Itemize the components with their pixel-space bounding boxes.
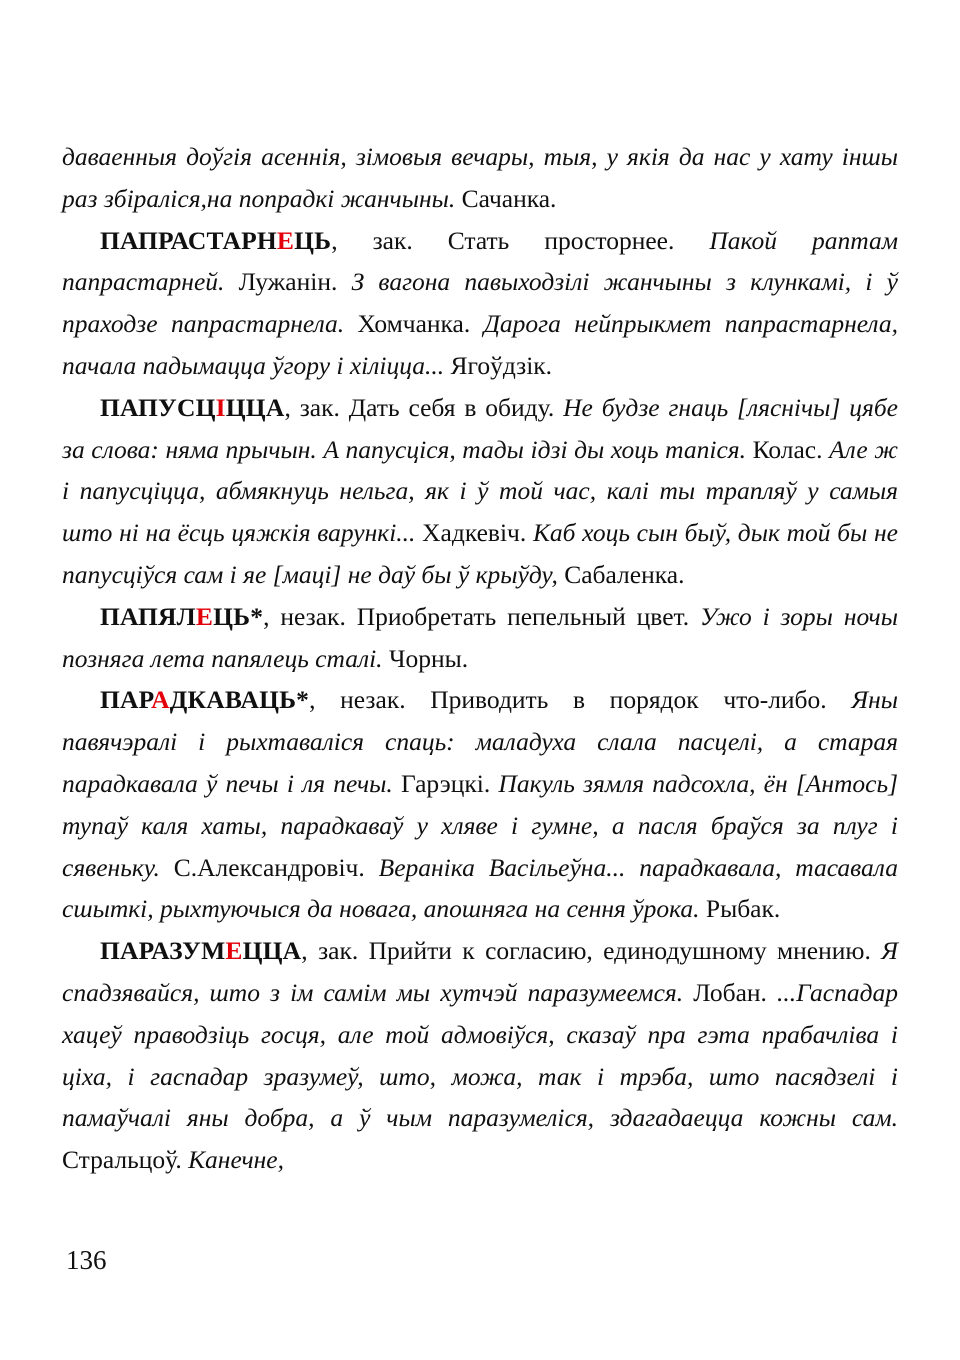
headword-part-before: ПАР [100,685,152,715]
page-number: 136 [66,1245,107,1275]
dictionary-entry [62,220,898,387]
entry-citation-text: Яны павячэралі і рыхтаваліся спаць: маладуха слала пасцелі, а старая парадкавала ў печы і ля печы. [62,685,898,798]
entry-citation-text: Але ж і папусціцца, абмякнуць нельга, як і ў той час, калі ты трапляў у самыя што ні на ёсць цяжкія варункі... [62,434,898,548]
continued-entry-paragraph [62,136,898,220]
headword-stressed-vowel: Е [225,936,243,966]
headword-asterisk: * [250,601,264,631]
headword-asterisk: * [296,685,310,715]
entry-gloss: Дать себя в обиду. [339,392,564,422]
entry-citation-source: Ягоўдзік. [444,350,553,380]
entry-citation-source: Чорны. [382,643,469,673]
entry-grammar-label: незак. [280,601,346,631]
entry-grammar-label: зак. [372,225,413,255]
headword-part-before: ПАПУСЦ [100,392,216,422]
entry-citation-source: Хомчанка. [344,309,484,339]
entry-citation-source: Колас. [746,434,830,464]
entry-citation-source: Стральцоў. [62,1145,189,1175]
entry-headword [100,936,301,965]
dictionary-entry [62,387,898,596]
entry-gloss: Приобретать пепельный цвет. [345,601,700,631]
page-text-column [62,136,898,1181]
headword-part-before: ПАПРАСТАРН [100,225,277,255]
headword-part-after: ЦЦА [242,936,302,966]
entry-citation-source: Лужанін. [224,267,352,297]
entry-headword [100,226,331,255]
entry-headword [100,393,284,422]
headword-part-after: ДКАВАЦЬ [169,685,297,715]
headword-part-before: ПАПЯЛ [100,601,196,631]
entry-citation-text: Я спадзявайся, што з ім самім мы хутчэй паразумеемся. [62,936,899,1007]
entry-headword [100,602,263,631]
entry-citation-source: Рыбак. [699,894,781,924]
entry-citation-text: Пакуль зямля падсохла, ён [Антось] тупаў каля хаты, парадкаваў у хляве і гумне, а пасля браўся за плуг і сявеньку. [62,768,898,882]
entry-grammar-label: зак. [318,936,359,966]
entry-citation-source: Гарэцкі. [392,768,499,798]
entry-citation-text: Не будзе гнаць [ляснічы] цябе за слова: няма прычын. А папусціся, тады ідзі ды хоць тапіся. [62,392,898,464]
dictionary-entry [62,930,898,1181]
headword-comma: , [301,936,319,966]
entry-citation-source: Сабаленка. [557,559,685,589]
dictionary-entry [62,596,898,680]
entry-citation-source: Лобан. [683,977,778,1007]
entry-citation-text: З вагона павыходзілі жанчыны з клункамі, і ў праходзе папрастарнела. [62,267,898,339]
entry-citation-text: ...Гаспадар хацеў праводзіць госця, але той адмовіўся, сказаў пра гэта прабачліва і ціха, і гаспадар зразумеў, што, можа, так і трэба, што пасядзелі і памаўчалі яны добра, а ў чым паразумеліся, здагадаецца кожны сам. [62,977,898,1133]
entry-gloss: Приводить в порядок что-либо. [405,685,852,715]
entry-citation-source: С.Александровіч. [159,852,379,882]
continued-citation-text: даваенныя доўгія асеннія, зімовыя вечары, тыя, у якія да нас у хату іншы раз збіраліся,на попрадкі жанчыны. [62,142,898,213]
entry-citation-text: Вераніка Васільеўна... парадкавала, тасавала сшыткі, рыхтуючыся да новага, апошняга на сення ўрока. [62,852,898,924]
entry-gloss: Стать просторнее. [412,225,710,255]
headword-stressed-vowel: І [215,392,226,422]
headword-stressed-vowel: Е [276,225,295,255]
headword-comma: , [309,685,341,715]
entry-citation-source: Хадкевіч. [415,518,533,548]
entry-citation-text: Канечне, [188,1145,284,1175]
headword-comma: , [284,392,300,422]
dictionary-entry [62,679,898,930]
headword-part-after: ЦЬ [294,225,332,255]
entry-citation-text: Пакой раптам папрастарней. [62,225,899,297]
continued-citation-source: Сачанка. [455,183,557,213]
entry-citation-text: Ужо і зоры ночы позняга лета папялець сталі. [62,601,898,673]
entry-grammar-label: зак. [299,392,340,422]
headword-part-after: ЦЦА [225,392,285,422]
headword-stressed-vowel: А [151,685,170,715]
entry-gloss: Прийти к согласию, единодушному мнению. [358,936,882,966]
entry-grammar-label: незак. [340,685,406,715]
headword-comma: , [263,601,281,631]
headword-part-after: ЦЬ [213,601,251,631]
entry-citation-text: Каб хоць сын быў, дык той бы не папусціўся сам і яе [маці] не даў бы ў крыўду, [62,518,898,589]
entry-citation-text: Дарога нейпрыкмет папрастарнела, пачала падымацца ўгору і хіліцца... [62,309,898,380]
entry-headword [100,685,309,714]
headword-part-before: ПАРАЗУМ [100,936,226,966]
headword-stressed-vowel: Е [195,601,214,631]
headword-comma: , [331,225,373,255]
